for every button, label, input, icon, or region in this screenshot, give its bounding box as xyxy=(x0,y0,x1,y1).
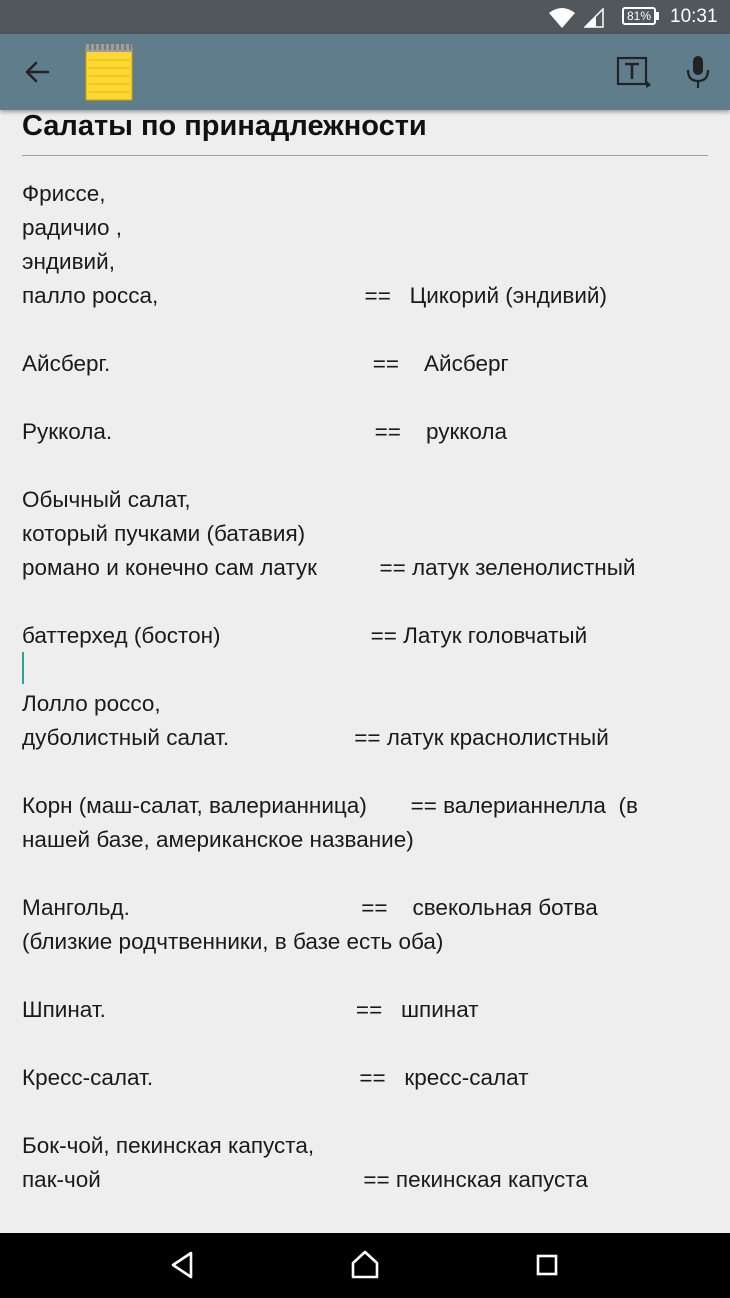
status-time: 10:31 xyxy=(670,6,718,27)
battery-icon xyxy=(622,7,656,25)
wifi-icon xyxy=(548,7,576,29)
text-format-icon[interactable] xyxy=(610,52,654,92)
text-cursor xyxy=(22,652,24,684)
note-body-text[interactable]: Фриссе, радичио , эндивий, палло росса, == Цикорий (эндивий) Айсберг. == Айсберг Руккола. == руккола Обычный салат, который пучками (батавия) романо и конечно сам латук == латук зеленолистный баттерхед (бостон) == Латук головчатый Лолло россо, дуболистный салат. == латук краснолистный Корн (маш-салат, валерианница) == валерианнелла (в нашей базе, американское название) Мангольд. == свекольная ботва (близкие родчтвенники, в базе есть оба) Шпинат. == шпинат Кресс-салат. == кресс-салат Бок-чой, пекинская капуста, пак-чой == пекинская капуста xyxy=(22,181,638,1192)
back-arrow-icon[interactable] xyxy=(16,52,60,92)
status-bar xyxy=(0,0,730,34)
nav-recents-icon[interactable] xyxy=(527,1245,567,1285)
nav-home-icon[interactable] xyxy=(345,1245,385,1285)
note-title[interactable]: Салаты по принадлежности xyxy=(22,110,427,142)
cell-signal-icon xyxy=(584,8,604,28)
notepad-app-icon xyxy=(84,42,134,102)
title-divider xyxy=(22,155,708,156)
app-bar xyxy=(0,34,730,110)
battery-level: 81% xyxy=(626,9,652,23)
battery-tip xyxy=(656,12,659,20)
navigation-bar xyxy=(0,1233,730,1298)
microphone-icon[interactable] xyxy=(676,52,720,92)
nav-back-icon[interactable] xyxy=(162,1245,202,1285)
note-editor[interactable] xyxy=(0,110,730,1233)
